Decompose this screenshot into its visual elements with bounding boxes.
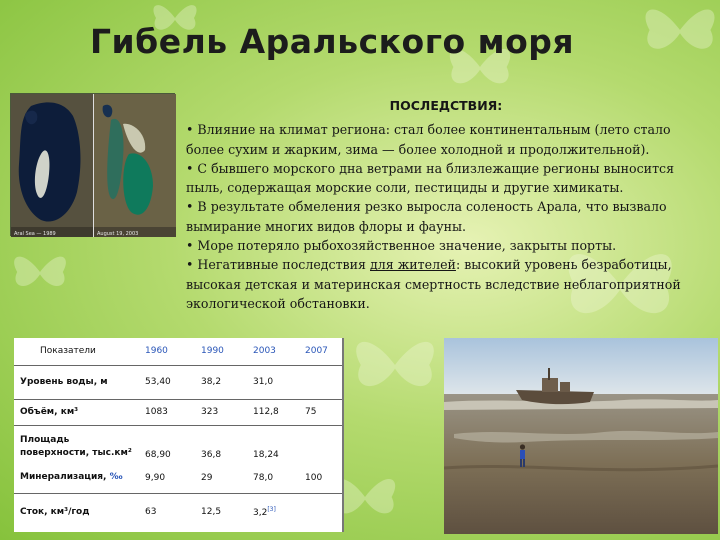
table-header-cell: 1960 [139,338,195,365]
table-row-label: Объём, км³ [14,399,139,425]
satellite-caption-right: August 19, 2003 [97,231,139,237]
satellite-image [10,93,175,236]
consequences-heading: ПОСЛЕДСТВИЯ: [389,98,503,113]
table-cell: 18,24 [253,450,279,460]
table-cell: 323 [195,399,247,425]
consequence-item: • Море потеряло рыбохозяйственное значение, закрыты порты. [186,238,617,254]
aral-data-table [14,338,344,532]
consequences-block [186,96,696,313]
consequence-item: • С бывшего морского дна ветрами на близлежащие регионы выносится пыль, содержащая морские соли, пестициды и другие химикаты. [186,160,675,196]
table-row-label: Уровень воды, м [14,365,139,399]
consequence-item-last [186,255,696,313]
table-row [14,425,342,463]
table-cell: 75 [299,399,342,425]
consequence-item: • В результате обмеления резко выросла соленость Арала, что вызвало вымирание многих видов флоры и фауны. [186,199,667,234]
table-cell: 1083 [139,399,195,425]
table-row [14,399,342,425]
table-cell [299,493,342,531]
table-cell: 78,0 [247,463,299,493]
stranded-ship-photo [444,338,718,534]
table-cell: 100 [299,463,342,493]
table-cell: 9,90 [139,463,195,493]
butterfly-icon [640,0,720,60]
table-cell-value: 3,2 [253,508,268,519]
table-row [14,493,342,531]
table-row-label [14,463,139,493]
table-row-label-text: Минерализация, [20,472,110,483]
table-header-cell: 2003 [247,338,299,365]
table-row [14,365,342,399]
butterfly-icon [10,250,70,294]
table-cell: 12,5 [201,507,222,518]
table-row [14,463,342,493]
table-row-label: Сток, км³/год [20,506,90,517]
table-header-cell: Показатели [14,338,139,365]
consequence-item: • Влияние на климат региона: стал более континентальным (лето стало более сухим и жарким, зима — более холодной и продолжительной). [186,122,671,157]
table-cell: 68,90 [145,450,171,460]
footnote-ref[interactable]: [3] [267,506,276,514]
table-cell: 29 [195,463,247,493]
permil-unit: ‰ [109,472,123,483]
satellite-caption-left: Aral Sea — 1989 [14,231,56,237]
residents-link[interactable]: для жителей [370,257,456,273]
table-cell [247,493,299,531]
table-cell: 31,0 [247,365,299,399]
table-cell: 112,8 [247,399,299,425]
table-cell: 36,8 [201,450,222,460]
table-cell: 63 [145,507,157,518]
table-cell [299,425,342,463]
consequence-suffix: : высокий уровень безработицы, высокая детская и материнская смертность вследствие неблагоприятной экологической обстановки. [186,257,681,311]
table-header-cell: 1990 [195,338,247,365]
table-header-row [14,338,342,365]
table-cell: 53,40 [139,365,195,399]
table-row-label: Площадь поверхности, тыс.км² [20,435,132,458]
table-cell [299,365,342,399]
slide-title: Гибель Аральского моря [90,22,575,61]
butterfly-icon [350,330,440,400]
consequence-prefix: • Негативные последствия [186,257,370,273]
table-cell: 38,2 [195,365,247,399]
table-header-cell: 2007 [299,338,342,365]
